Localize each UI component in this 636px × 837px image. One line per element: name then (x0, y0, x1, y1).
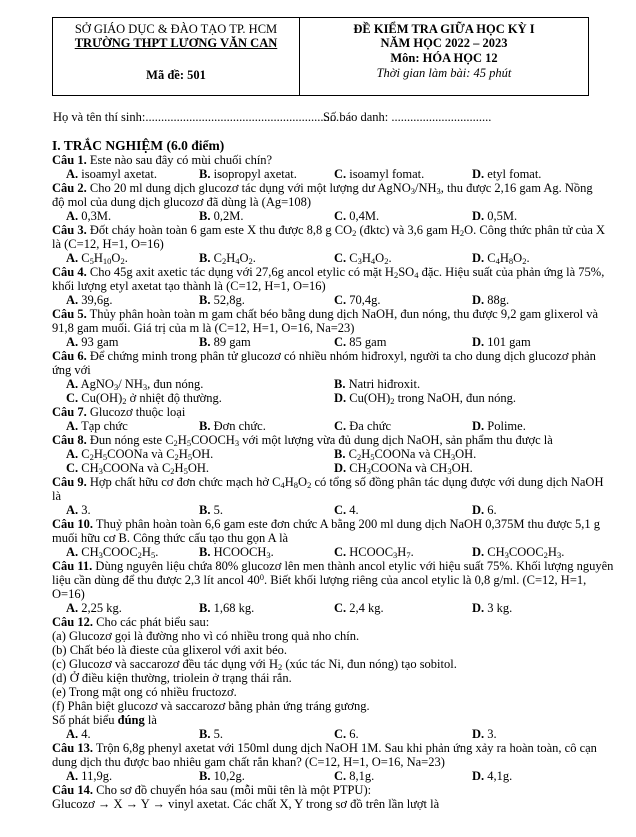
q13-option-b: B. 10,2g. (199, 769, 245, 783)
q5-option-d: D. 101 gam (472, 335, 531, 349)
q6-option-c: C. $Cu(OH)_2$ ở nhiệt độ thường. (66, 391, 222, 406)
q2-option-d: D. 0,5M. (472, 209, 518, 223)
q4-option-b: B. 52,8g. (199, 293, 245, 307)
question-13: Câu 13. Trộn 6,8g phenyl axetat với 150ml dung dịch NaOH 1M. Sau khi phản ứng xảy ra hoàn toàn, cô cạn (52, 741, 597, 755)
q12-option-d: D. 3. (472, 727, 497, 741)
q4-option-c: C. 70,4g. (334, 293, 381, 307)
q11-option-c: C. 2,4 kg. (334, 601, 384, 615)
header-right-box (300, 17, 589, 96)
q8-option-b: B. $C_2H_5COONa$ và $CH_3OH$. (334, 447, 477, 462)
q12-conclusion: Số phát biểu đúng là (52, 713, 157, 727)
q3-option-b: B. $C_2H_4O_2$. (199, 251, 256, 266)
q8-option-d: D. $CH_3COONa$ và $CH_3OH$. (334, 461, 473, 476)
q8-option-c: C. $CH_3COONa$ và $C_2H_5OH$. (66, 461, 209, 476)
q12-option-a: A. 4. (66, 727, 91, 741)
q6-option-d: D. $Cu(OH)_2$ trong NaOH, đun nóng. (334, 391, 517, 406)
question-3-line-2: là (C=12, H=1, O=16) (52, 237, 164, 251)
school-name: TRƯỜNG THPT LƯƠNG VĂN CAN (74, 36, 278, 50)
question-11-line-2: liệu cần dùng để thu được 2,3 lít ancol $40^0$. Biết khối lượng riêng của ancol etylic là 0,8 g/ml. (C=12, H=1, (52, 572, 587, 587)
question-4: Câu 4. Cho 45g axit axetic tác dụng với 27,6g ancol etylic có mặt $H_2SO_4$ đặc. Hiệu suất của phản ứng là 75%, (52, 265, 605, 280)
question-9: Câu 9. Hợp chất hữu cơ đơn chức mạch hở $C_4H_8O_2$ có tổng số đồng phân tác dụng được với dung dịch NaOH (52, 475, 604, 490)
q11-option-a: A. 2,25 kg. (66, 601, 122, 615)
q9-option-d: D. 6. (472, 503, 497, 517)
q9-option-a: A. 3. (66, 503, 91, 517)
question-2: Câu 2. Cho 20 ml dung dịch glucozơ tác dụng với một lượng dư $AgNO_3/NH_3$, thu được 2,16 gam Ag. Nồng (52, 181, 593, 196)
q10-option-d: D. $CH_3COOC_2H_3$. (472, 545, 565, 560)
subject: Môn: HÓA HỌC 12 (390, 51, 498, 65)
q1-option-b: B. isopropyl axetat. (199, 167, 297, 181)
question-6-line-2: ứng với (52, 363, 91, 377)
school-year: NĂM HỌC 2022 – 2023 (380, 36, 508, 50)
q13-option-d: D. 4,1g. (472, 769, 513, 783)
q9-option-c: C. 4. (334, 503, 359, 517)
q12-option-b: B. 5. (199, 727, 223, 741)
question-14: Câu 14. Cho sơ đồ chuyển hóa sau (mỗi mũi tên là một PTPU): (52, 783, 372, 797)
q1-option-d: D. etyl fomat. (472, 167, 542, 181)
question-2-line-2: độ mol của dung dịch glucozơ đã dùng là (Ag=108) (52, 195, 312, 209)
q2-option-a: A. 0,3M. (66, 209, 112, 223)
q12-statement-b: (b) Chất béo là đieste của glixerol với axit béo. (52, 643, 288, 657)
section-title: I. TRẮC NGHIỆM (6.0 điểm) (52, 138, 225, 153)
exam-duration: Thời gian làm bài: 45 phút (376, 66, 512, 80)
q11-option-b: B. 1,68 kg. (199, 601, 255, 615)
exam-code: Mã đề: 501 (146, 68, 206, 82)
q5-option-b: B. 89 gam (199, 335, 251, 349)
q12-statement-a: (a) Glucozơ gọi là đường nho vì có nhiều trong quả nho chín. (52, 629, 360, 643)
q7-option-c: C. Đa chức (334, 419, 392, 433)
q4-option-a: A. 39,6g. (66, 293, 113, 307)
question-5-line-2: 91,8 gam muối. Giá trị của m là (C=12, H=1, O=16, Na=23) (52, 321, 355, 335)
student-name-field: Họ và tên thí sinh:............................................................... (53, 110, 343, 124)
question-10-line-2: muối hữu cơ B. Công thức cấu tạo thu gọn A là (52, 531, 289, 545)
exam-title: ĐỀ KIỂM TRA GIỮA HỌC KỲ I (353, 22, 535, 36)
question-14-line-2: Glucozơ → X → Y → vinyl axetat. Các chất X, Y trong sơ đồ trên lần lượt là (52, 797, 440, 811)
q7-option-b: B. Đơn chức. (199, 419, 266, 433)
question-7: Câu 7. Glucozơ thuộc loại (52, 405, 186, 419)
question-11-line-3: O=16) (52, 587, 85, 601)
header-left-box (52, 17, 300, 96)
q4-option-d: D. 88g. (472, 293, 510, 307)
question-1: Câu 1. Este nào sau đây có mùi chuối chín? (52, 153, 273, 167)
question-8: Câu 8. Đun nóng este $C_2H_5COOCH_3$ với một lượng vừa đủ dung dịch NaOH, sản phẩm thu được là (52, 433, 553, 448)
q11-option-d: D. 3 kg. (472, 601, 513, 615)
q3-option-c: C. $C_3H_4O_2$. (334, 251, 392, 266)
q3-option-a: A. $C_5H_{10}O_2$. (66, 251, 128, 266)
q2-option-c: C. 0,4M. (334, 209, 380, 223)
student-id-field: Số báo danh: ................................ (323, 110, 492, 124)
q8-option-a: A. $C_2H_5COONa$ và $C_2H_5OH$. (66, 447, 214, 462)
question-6: Câu 6. Để chứng minh trong phân tử glucozơ có nhiều nhóm hiđroxyl, người ta cho dung dịch glucozơ phản (52, 349, 596, 363)
q10-option-b: B. $HCOOCH_3$. (199, 545, 274, 560)
q10-option-a: A. $CH_3COOC_2H_5$. (66, 545, 159, 560)
question-4-line-2: khối lượng etyl axetat tạo thành là (C=12, H=1, O=16) (52, 279, 326, 293)
q13-option-c: C. 8,1g. (334, 769, 375, 783)
q3-option-d: D. $C_4H_8O_2$. (472, 251, 530, 266)
q6-option-a: A. AgNO$_3$/ $NH_3$, đun nóng. (66, 377, 204, 392)
q12-statement-e: (e) Trong mật ong có nhiều fructozơ. (52, 685, 237, 699)
q12-statement-d: (d) Ở điều kiện thường, triolein ở trạng thái rắn. (52, 671, 292, 685)
q12-option-c: C. 6. (334, 727, 359, 741)
q13-option-a: A. 11,9g. (66, 769, 113, 783)
q7-option-d: D. Polime. (472, 419, 526, 433)
q1-option-a: A. isoamyl axetat. (66, 167, 157, 181)
q12-statement-f: (f) Phân biệt glucozơ và saccarozơ bằng phản ứng tráng gương. (52, 699, 370, 713)
q7-option-a: A. Tạp chức (66, 419, 128, 433)
q5-option-a: A. 93 gam (66, 335, 119, 349)
q5-option-c: C. 85 gam (334, 335, 387, 349)
dept-name: SỞ GIÁO DỤC & ĐÀO TẠO TP. HCM (74, 22, 278, 36)
question-12: Câu 12. Cho các phát biểu sau: (52, 615, 210, 629)
q2-option-b: B. 0,2M. (199, 209, 244, 223)
q1-option-c: C. isoamyl fomat. (334, 167, 425, 181)
question-9-line-2: là (52, 489, 62, 503)
question-10: Câu 10. Thuỷ phân hoàn toàn 6,6 gam este đơn chức A bằng 200 ml dung dịch NaOH 0,375M thu được 5,1 g (52, 517, 601, 531)
q12-statement-c: (c) Glucozơ và saccarozơ đều tác dụng với $H_2$ (xúc tác Ni, đun nóng) tạo sobitol. (52, 657, 457, 672)
question-5: Câu 5. Thủy phân hoàn toàn m gam chất béo bằng dung dịch NaOH, đun nóng, thu được 9,2 gam glixerol và (52, 307, 599, 321)
q6-option-b: B. Natri hiđroxit. (334, 377, 421, 391)
question-11: Câu 11. Dùng nguyên liệu chứa 80% glucozơ lên men thành ancol etylic với hiệu suất 75%. Khối lượng nguyên (52, 559, 614, 573)
question-3: Câu 3. Đốt cháy hoàn toàn 6 gam este X thu được 8,8 g $CO_2$ (đktc) và 3,6 gam $H_2O$. Công thức phân tử của X (52, 223, 606, 238)
q10-option-c: C. $HCOOC_3H_7$. (334, 545, 414, 560)
q9-option-b: B. 5. (199, 503, 223, 517)
question-13-line-2: dung dịch thu được bao nhiêu gam chất rắn khan? (C=12, H=1, O=16, Na=23) (52, 755, 445, 769)
